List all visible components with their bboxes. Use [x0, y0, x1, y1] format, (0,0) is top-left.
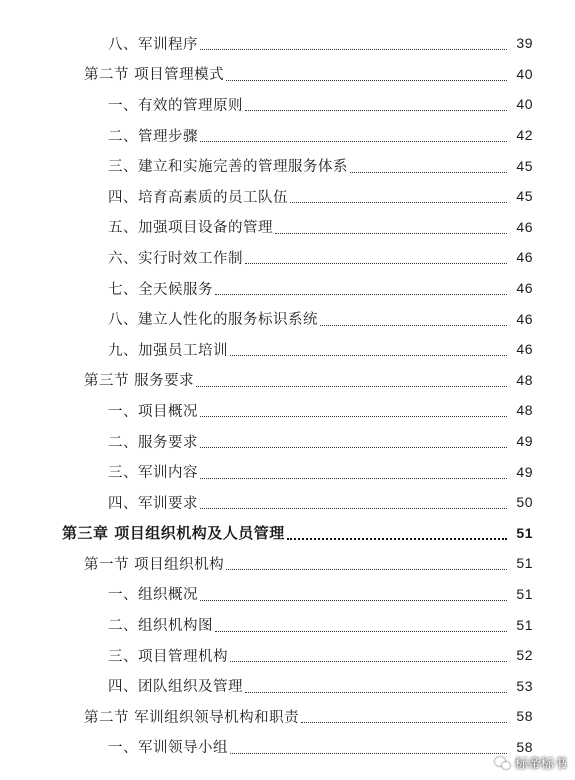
toc-entry-item[interactable] [0, 395, 575, 426]
toc-entry-label: 第二节 军训组织领导机构和职责 [84, 709, 300, 726]
toc-page-number: 48 [516, 371, 533, 388]
toc-dot-leader [245, 109, 507, 111]
toc-page-number: 58 [516, 708, 533, 725]
toc-page-number: 49 [516, 433, 533, 450]
toc-entry-label: 四、培育高素质的员工队伍 [108, 189, 288, 206]
toc-entry-item[interactable] [0, 579, 575, 610]
toc-entry-item[interactable] [0, 89, 575, 120]
toc-entry-label: 四、军训要求 [108, 495, 198, 512]
toc-entry-label: 二、组织机构图 [108, 618, 213, 635]
toc-page-number: 42 [516, 127, 533, 144]
toc-entry-label: 一、组织概况 [108, 587, 198, 604]
toc-dot-leader [226, 568, 507, 570]
toc-page-number: 50 [516, 494, 533, 511]
toc-dot-leader [301, 721, 507, 723]
toc-dot-leader [230, 660, 507, 662]
toc-page-number: 46 [516, 280, 533, 297]
toc-entry-label: 八、建立人性化的服务标识系统 [108, 312, 318, 329]
toc-entry-section[interactable] [0, 548, 575, 579]
toc-entry-section[interactable] [0, 701, 575, 732]
toc-dot-leader [196, 385, 507, 387]
toc-entry-item[interactable] [0, 640, 575, 671]
toc-page-number: 45 [516, 188, 533, 205]
toc-entry-item[interactable] [0, 609, 575, 640]
toc-dot-leader [200, 507, 507, 509]
toc-page-number: 51 [516, 555, 533, 572]
toc-entry-chapter[interactable] [0, 518, 575, 549]
toc-entry-item[interactable] [0, 150, 575, 181]
toc-entry-item[interactable] [0, 303, 575, 334]
toc-entry-item[interactable] [0, 120, 575, 151]
toc-entry-section[interactable] [0, 59, 575, 90]
toc-entry-label: 五、加强项目设备的管理 [108, 220, 273, 237]
toc-entry-label: 第一节 项目组织机构 [84, 556, 225, 573]
toc-entry-item[interactable] [0, 273, 575, 304]
toc-entry-item[interactable] [0, 456, 575, 487]
toc-entry-label: 三、项目管理机构 [108, 648, 228, 665]
toc-page-number: 53 [516, 677, 533, 694]
toc-entry-label: 第三节 服务要求 [84, 373, 195, 390]
toc-dot-leader [230, 354, 507, 356]
toc-entry-item[interactable] [0, 334, 575, 365]
watermark-text: 标帝标书 [514, 757, 567, 772]
toc-dot-leader [350, 171, 507, 173]
toc-entry-label: 三、军训内容 [108, 465, 198, 482]
toc-entry-label: 一、有效的管理原则 [108, 97, 243, 114]
toc-page-number: 40 [516, 65, 533, 82]
toc-dot-leader [200, 446, 507, 448]
toc-dot-leader [275, 232, 507, 234]
toc-entry-label: 一、项目概况 [108, 403, 198, 420]
toc-page-number: 58 [516, 738, 533, 755]
toc-dot-leader [200, 477, 507, 479]
toc-entry-label: 八、军训程序 [108, 36, 198, 53]
toc-entry-section[interactable] [0, 365, 575, 396]
toc-dot-leader [320, 324, 507, 326]
toc-page-number: 51 [516, 616, 533, 633]
table-of-contents [0, 28, 575, 762]
toc-entry-label: 一、军训领导小组 [108, 740, 228, 757]
toc-entry-item[interactable] [0, 181, 575, 212]
toc-page-number: 49 [516, 463, 533, 480]
toc-dot-leader [226, 79, 507, 81]
toc-entry-label: 六、实行时效工作制 [108, 250, 243, 267]
toc-page-number: 40 [516, 96, 533, 113]
toc-entry-item[interactable] [0, 242, 575, 273]
toc-entry-item[interactable] [0, 426, 575, 457]
toc-dot-leader [230, 752, 507, 754]
toc-entry-label: 三、建立和实施完善的管理服务体系 [108, 159, 348, 176]
toc-page-number: 46 [516, 249, 533, 266]
toc-entry-label: 二、服务要求 [108, 434, 198, 451]
toc-dot-leader [245, 262, 507, 264]
toc-entry-label: 二、管理步骤 [108, 128, 198, 145]
toc-page-number: 51 [516, 585, 533, 602]
toc-entry-item[interactable] [0, 487, 575, 518]
toc-entry-label: 第二节 项目管理模式 [84, 67, 225, 84]
toc-page-number: 39 [516, 35, 533, 52]
toc-entry-item[interactable] [0, 732, 575, 763]
toc-dot-leader [245, 691, 507, 693]
toc-entry-label: 七、全天候服务 [108, 281, 213, 298]
toc-entry-label: 九、加强员工培训 [108, 342, 228, 359]
watermark [495, 753, 567, 772]
toc-entry-item[interactable] [0, 212, 575, 243]
toc-entry-item[interactable] [0, 670, 575, 701]
toc-dot-leader [200, 140, 507, 142]
toc-page-number: 46 [516, 310, 533, 327]
wechat-icon [495, 756, 511, 770]
toc-dot-leader [200, 415, 507, 417]
toc-dot-leader [290, 201, 507, 203]
toc-page-number: 45 [516, 157, 533, 174]
toc-entry-label: 第三章 项目组织机构及人员管理 [62, 524, 285, 543]
toc-dot-leader [200, 48, 507, 50]
toc-dot-leader [200, 599, 507, 601]
toc-page-number: 51 [516, 524, 533, 541]
toc-page-number: 52 [516, 647, 533, 664]
toc-page-number: 48 [516, 402, 533, 419]
toc-page-number: 46 [516, 341, 533, 358]
toc-entry-item[interactable] [0, 28, 575, 59]
toc-dot-leader [287, 537, 507, 540]
toc-entry-label: 四、团队组织及管理 [108, 679, 243, 696]
toc-page-number: 46 [516, 218, 533, 235]
toc-dot-leader [215, 630, 507, 632]
toc-dot-leader [215, 293, 507, 295]
